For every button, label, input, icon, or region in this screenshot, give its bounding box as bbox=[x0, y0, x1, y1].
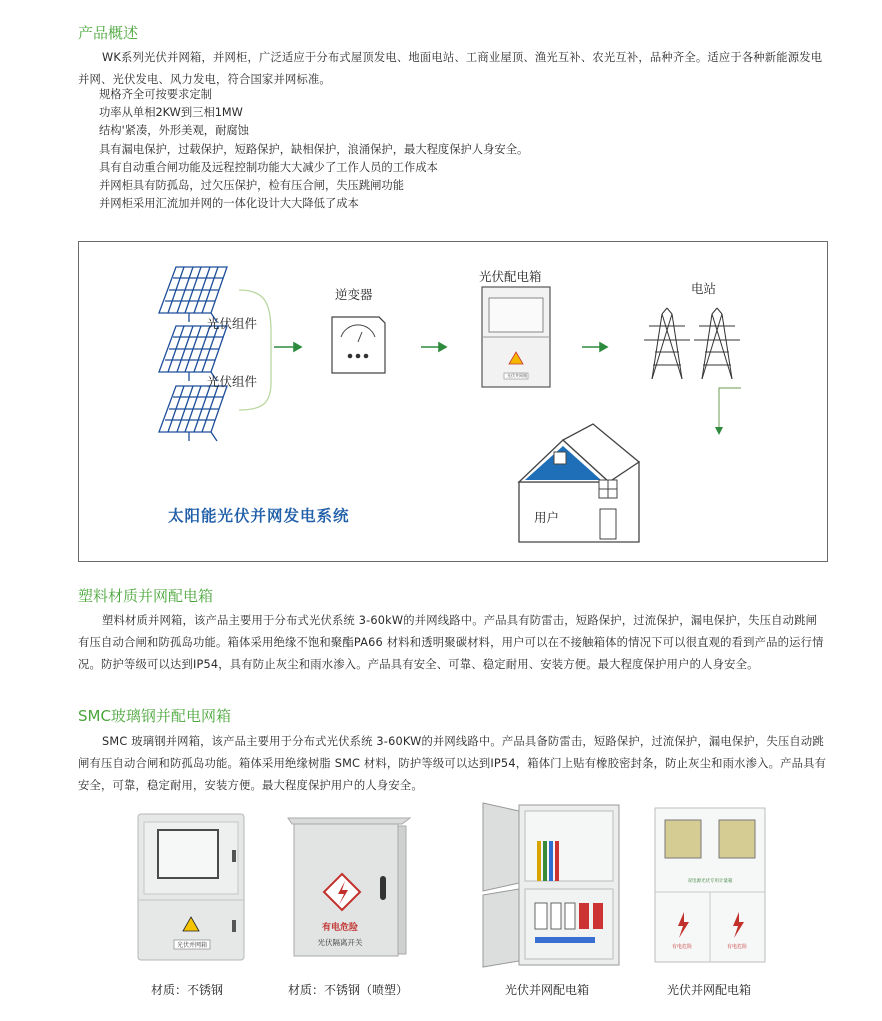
station-label: 电站 bbox=[691, 281, 717, 296]
smc-text: SMC 玻璃钢并网箱，该产品主要用于分布式光伏系统 3-60KW的并网线路中。产品具备防雷击，短路保护，过流保护，漏电保护，失压自动跳闸有压自动合闸和防孤岛功能。箱体采用绝缘树脂 SMC 材料，防护等级可以达到IP54，箱体门上贴有橡胶密封条，防止灰尘和雨水渗入。产品具有安全，可靠，稳定耐用，安装方便。最大程度保护用户的人身安全。 bbox=[78, 735, 827, 792]
power-tower-icon bbox=[694, 308, 740, 379]
overview-title: 产品概述 bbox=[78, 24, 139, 42]
feature-list bbox=[99, 86, 528, 213]
pv-bracket bbox=[239, 290, 271, 410]
photo-caption-2: 材质：不锈钢（喷塑） bbox=[288, 983, 409, 997]
solar-panel-icon bbox=[159, 386, 227, 441]
photo-caption-4: 光伏并网配电箱 bbox=[667, 983, 752, 997]
pv-system-diagram bbox=[78, 241, 828, 562]
photo-caption-1: 材质：不锈钢 bbox=[151, 983, 224, 997]
product-photo-stainless bbox=[136, 812, 248, 962]
photo-2-plate: 光伏隔离开关 bbox=[317, 938, 363, 947]
pv-label-2: 光伏组件 bbox=[207, 374, 258, 389]
distribution-box-icon bbox=[482, 287, 550, 387]
photo-4-sign-left: 有电危险 bbox=[671, 944, 693, 950]
feature-item: 功率从单相2KW到三相1MW bbox=[99, 106, 243, 120]
feature-item: 结构'紧凑，外形美观，耐腐蚀 bbox=[99, 124, 249, 138]
product-photo-open-cabinet bbox=[479, 799, 623, 969]
overview-intro: WK系列光伏并网箱，并网柜，广泛适应于分布式屋顶发电、地面电站、工商业屋顶、渔光互补、农光互补，品种齐全。适应于各种新能源发电并网、光伏发电、风力发电，符合国家并网标准。 bbox=[78, 51, 823, 86]
photo-4-sign-right: 有电危险 bbox=[726, 944, 748, 950]
feature-item: 规格齐全可按要求定制 bbox=[99, 88, 212, 101]
feature-item: 具有自动重合闸功能及远程控制功能大大减少了工作人员的工作成本 bbox=[99, 160, 438, 174]
box-plate: 光伏并网箱 bbox=[507, 373, 527, 378]
photo-1-plate: 光伏并网箱 bbox=[176, 942, 208, 949]
arrow-icon bbox=[715, 427, 723, 435]
system-title: 太阳能光伏并网发电系统 bbox=[168, 507, 350, 525]
arrow-icon bbox=[582, 343, 607, 351]
arrow-icon bbox=[421, 343, 446, 351]
distribution-box-label: 光伏配电箱 bbox=[479, 269, 542, 284]
inverter-label: 逆变器 bbox=[335, 287, 373, 302]
photo-caption-3: 光伏并网配电箱 bbox=[505, 983, 590, 997]
product-photo-meter-box bbox=[653, 806, 767, 964]
feature-item: 并网柜采用汇流加并网的一体化设计大大降低了成本 bbox=[99, 197, 359, 211]
photo-4-plate: 双电源光伏专用计量箱 bbox=[687, 879, 733, 884]
photo-2-sign: 有电危险 bbox=[321, 923, 359, 933]
product-photo-coated bbox=[282, 814, 412, 960]
feature-item: 并网柜具有防孤岛，过欠压保护，检有压合闸，失压跳闸功能 bbox=[99, 179, 405, 193]
smc-title: SMC玻璃钢并配电网箱 bbox=[78, 707, 231, 725]
plastic-text: 塑料材质并网箱，该产品主要用于分布式光伏系统 3-60kW的并网线路中。产品具有防雷击，短路保护，过流保护，漏电保护，失压自动跳闸有压自动合闸和防孤岛功能。箱体采用绝缘不饱和聚酯PA66 材料和透明聚碳材料，用户可以在不接触箱体的情况下可以很直观的看到产品的运行情况。防护等级可以达到IP54，具有防止灰尘和雨水渗入。产品具有安全、可靠、稳定耐用、安装方便。最大程度保护用户的人身安全。 bbox=[78, 614, 824, 671]
inverter-icon bbox=[332, 317, 385, 373]
user-label: 用户 bbox=[534, 510, 560, 525]
pv-label-1: 光伏组件 bbox=[207, 316, 258, 331]
arrow-icon bbox=[274, 343, 301, 351]
power-tower-icon bbox=[644, 308, 690, 379]
plastic-title: 塑料材质并网配电箱 bbox=[78, 587, 214, 605]
feature-item: 具有漏电保护，过载保护，短路保护，缺相保护，浪涌保护，最大程度保护人身安全。 bbox=[99, 142, 529, 156]
